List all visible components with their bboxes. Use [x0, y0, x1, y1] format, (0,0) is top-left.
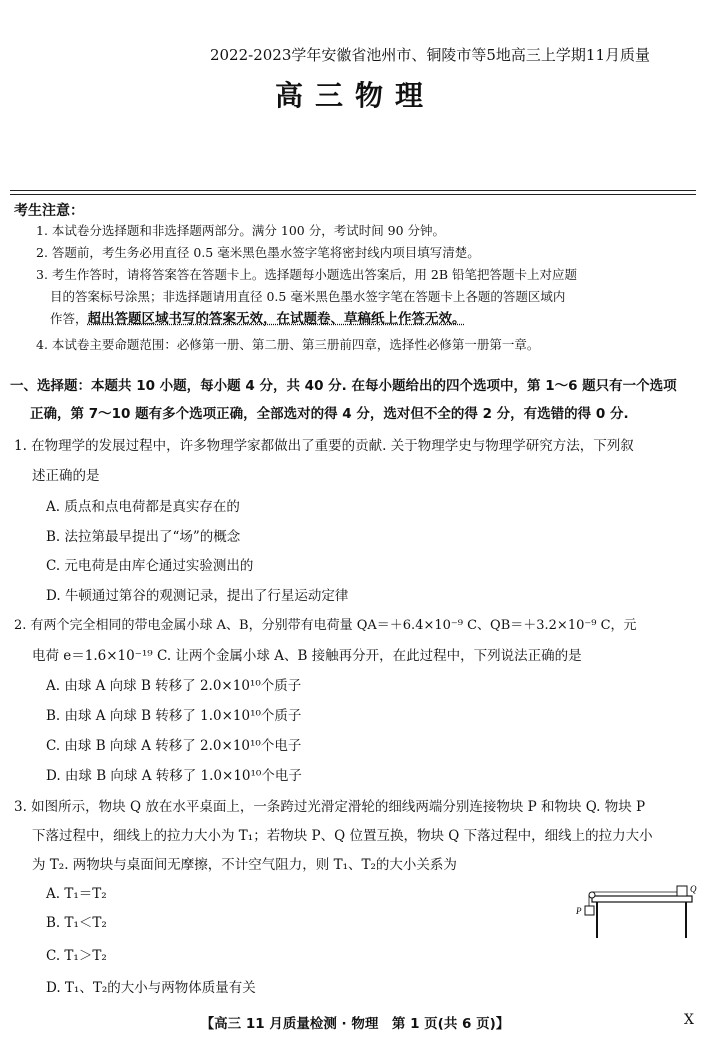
- table: [592, 896, 692, 938]
- pulley: [589, 892, 595, 898]
- question-1-option-a: A. 质点和点电荷都是真实存在的: [46, 499, 240, 515]
- question-3-option-b: B. T₁＜T₂: [46, 915, 107, 931]
- question-1-option-b: B. 法拉第最早提出了“场”的概念: [46, 529, 241, 545]
- notice-emphasis: 超出答题区域书写的答案无效，在试题卷、草稿纸上作答无效。: [87, 311, 466, 327]
- question-3-line2: 下落过程中，细线上的拉力大小为 T₁；若物块 P、Q 位置互换，物块 Q 下落过程中，细线上的拉力大小: [32, 828, 653, 844]
- section-heading-line2: 正确，第 7～10 题有多个选项正确，全部选对的得 4 分，选对但不全的得 2 分，有选错的得 0 分.: [30, 406, 629, 422]
- question-3-line1: 3. 如图所示，物块 Q 放在水平桌面上，一条跨过光滑定滑轮的细线两端分别连接物块 P 和物块 Q. 物块 P: [14, 799, 646, 815]
- question-3-line3: 为 T₂. 两物块与桌面间无摩擦，不计空气阻力，则 T₁、T₂的大小关系为: [32, 857, 457, 873]
- notice-item-3-last: [50, 310, 466, 328]
- question-2-option-c: C. 由球 B 向球 A 转移了 2.0×10¹⁰个电子: [46, 738, 302, 754]
- question-2-line2: 电荷 e＝1.6×10⁻¹⁹ C. 让两个金属小球 A、B 接触再分开，在此过程中，下列说法正确的是: [32, 648, 582, 664]
- question-3-option-a: A. T₁＝T₂: [46, 886, 107, 902]
- page-footer: 【高三 11 月质量检测 · 物理 第 1 页(共 6 页)】: [200, 1016, 510, 1032]
- question-1-line2: 述正确的是: [32, 468, 100, 484]
- question-3-option-c: C. T₁＞T₂: [46, 948, 107, 964]
- exam-title: 2022-2023学年安徽省池州市、铜陵市等5地高三上学期11月质量: [209, 46, 651, 64]
- question-1-option-c: C. 元电荷是由库仑通过实验测出的: [46, 558, 254, 574]
- notice-item-3-prefix: 作答，: [50, 311, 88, 326]
- notice-item-4: 4. 本试卷主要命题范围：必修第一册、第二册、第三册前四章，选择性必修第一册第一章。: [36, 337, 540, 352]
- question-2-line1: 2. 有两个完全相同的带电金属小球 A、B，分别带有电荷量 QA＝＋6.4×10⁻⁹ C、QB＝＋3.2×10⁻⁹ C，元: [14, 618, 637, 633]
- notice-title: 考生注意：: [14, 203, 84, 219]
- label-p: P: [576, 906, 582, 916]
- footer-code: X: [684, 1012, 694, 1028]
- notice-item-3: 3. 考生作答时，请将答案答在答题卡上。选择题每小题选出答案后，用 2B 铅笔把答题卡上对应题: [36, 267, 577, 282]
- question-2-option-b: B. 由球 A 向球 B 转移了 1.0×10¹⁰个质子: [46, 708, 302, 724]
- subject-title: 高三物理: [274, 79, 435, 112]
- question-3-option-d: D. T₁、T₂的大小与两物体质量有关: [46, 980, 256, 996]
- pulley-table-figure: [570, 876, 702, 942]
- question-1-line1: 1. 在物理学的发展过程中，许多物理学家都做出了重要的贡献. 关于物理学史与物理学研究方法，下列叙: [14, 438, 634, 454]
- section-heading-line1: 一、选择题：本题共 10 小题，每小题 4 分，共 40 分. 在每小题给出的四个选项中，第 1～6 题只有一个选项: [10, 378, 677, 394]
- block-q: [677, 886, 687, 896]
- label-q: Q: [690, 884, 697, 894]
- question-2-option-d: D. 由球 B 向球 A 转移了 1.0×10¹⁰个电子: [46, 768, 302, 784]
- question-1-option-d: D. 牛顿通过第谷的观测记录，提出了行星运动定律: [46, 588, 349, 604]
- notice-item-1: 1. 本试卷分选择题和非选择题两部分。满分 100 分，考试时间 90 分钟。: [36, 223, 446, 238]
- notice-item-2: 2. 答题前，考生务必用直径 0.5 毫米黑色墨水签字笔将密封线内项目填写清楚。: [36, 245, 480, 260]
- question-2-option-a: A. 由球 A 向球 B 转移了 2.0×10¹⁰个质子: [46, 678, 302, 694]
- header-divider: [10, 190, 696, 191]
- header-divider-thin: [10, 194, 696, 195]
- block-p: [585, 906, 594, 915]
- notice-item-3-cont: 目的答案标号涂黑；非选择题请用直径 0.5 毫米黑色墨水签字笔在答题卡上各题的答题区域内: [50, 289, 566, 304]
